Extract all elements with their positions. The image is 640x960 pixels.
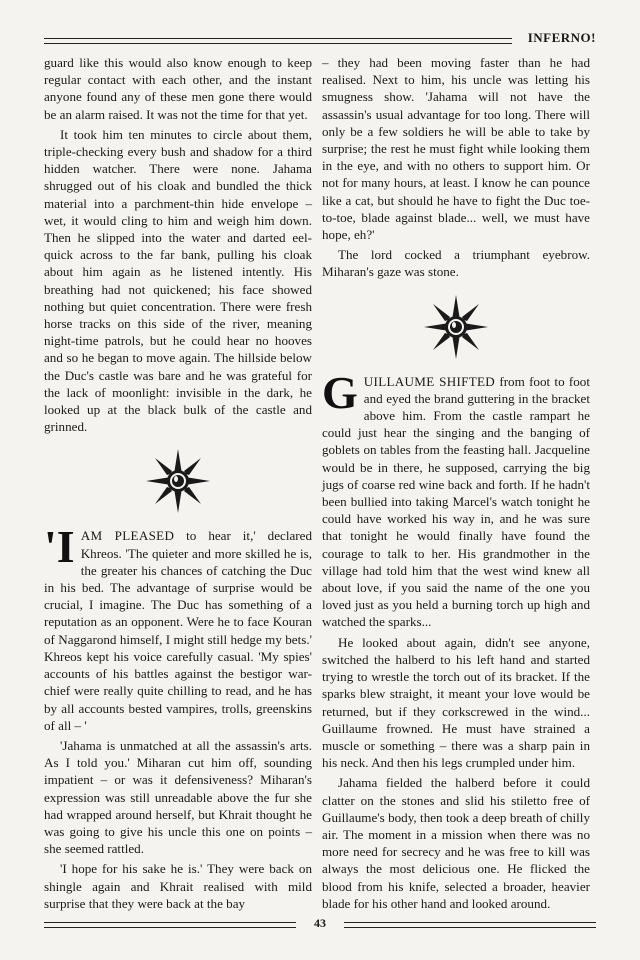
drop-cap: G xyxy=(322,366,358,418)
section-first-paragraph xyxy=(322,366,590,631)
paragraph: – they had been moving faster than he had realised. Next to him, his uncle was letting his smugness show. 'Jahama will not have the assassin's usual advantage for too long. There will only be a few soldiers he will be able to take by surprise; the rest he must fight while looking them in the eye, and with no others to support him. Or not for many hours, at least. I know he can pounce like a cat, but should he have to fight the Duc toe-to-toe, blade against blade... well, we must have hope, eh?' xyxy=(322,55,590,243)
section-opening xyxy=(44,521,312,911)
section-first-paragraph xyxy=(44,521,312,733)
paragraph: It took him ten minutes to circle about them, triple-checking every bush and shadow for a third hidden watcher. There were none. Jahama shrugged out of his cloak and bundled the thick material into a parchment-thin hide envelope – wet, it would cling to him and weigh him down. Then he slipped into the water and darted eel-quick across to the far bank, pulling his cloak about him again as he listened intently. His breathing had not quickened; his face showed nothing but quiet concentration. There were fresh horse tracks on this side of the river, meaning night-time patrols, but he could hear no hooves and so he began to move again. The hillside below the Duc's castle was bare and he was grateful for the lack of moonlight: invisible in the dark, he looked up at the black bulk of the castle and grinned. xyxy=(44,126,312,435)
footer-rule xyxy=(344,922,596,928)
paragraph: 'Jahama is unmatched at all the assassin's arts. As I told you.' Miharan cut him off, sounding impatient – or was it defensiveness? Miharan's expression was still unreadable above the fur she had wrapped around herself, but Khrait thought he was going to give his uncle this one on points – she seemed rattled. xyxy=(44,737,312,857)
page-footer xyxy=(44,918,596,934)
paragraph-text: to hear it,' declared Khreos. 'The quieter and more skilled he is, the greater his chances of catching the Duc in his bed. The advantage of surprise would be crucial, I imagine. The Duc has something of a reputation as an opponent. Were he to face Kouran of Naggarond himself, I might still hedge my bets.' Khreos kept his voice carefully casual. 'My spies' accounts of his battles against the bestigor war-chief were really quite chilling to read, and he has by all accounts bested vampires, trolls, greenskins of all – ' xyxy=(44,528,312,733)
header-rule xyxy=(44,38,512,44)
section-opening xyxy=(322,366,590,912)
drop-cap: 'I xyxy=(44,521,75,573)
running-title: INFERNO! xyxy=(527,30,596,45)
paragraph: Jahama fielded the halberd before it could clatter on the stones and slid his stiletto free of Guillaume's body, then took a deep breath of chilly air. The moment in a mission when there was no more need for secrecy and he was free to kill was always the most delicious one. He flicked the blood from his knife, selected a broader, heavier blade for his other hand and looked around. xyxy=(322,775,590,911)
paragraph-text: from foot to foot and eyed the brand guttering in the bracket above him. From the castle rampart he could just hear the singing and the banging of goblets on tables from the feasting hall. Jacqueline would be in there, he supposed, carrying the big jugs of coarse red wine back and forth. If he hadn't been bullied into taking Marcel's watch tonight he could have worked his way in, and he was sure that tonight he would finally have found the courage to talk to her. His grandmother in the village had told him that the west wind knew all about love, if you said the name of the one you loved just as you held a burning torch up high and watched the sparks... xyxy=(322,373,590,630)
page-header xyxy=(44,30,596,52)
left-column xyxy=(44,54,312,912)
paragraph: The lord cocked a triumphant eyebrow. Miharan's gaze was stone. xyxy=(322,247,590,280)
footer-rule xyxy=(44,922,296,928)
right-column xyxy=(322,54,590,912)
lead-in: AM PLEASED xyxy=(80,528,175,544)
paragraph: 'I hope for his sake he is.' They were back on shingle again and Khrait realised with mild surprise that they were back at the bay xyxy=(44,861,312,911)
lead-in: UILLAUME SHIFTED xyxy=(363,373,496,389)
paragraph: He looked about again, didn't see anyone, switched the halberd to his left hand and started trying to wrestle the torch out of its bracket. If the sparks blew straight, it meant your love would be returned, but if they corkscrewed in the wind... Guillaume frowned. He must have strained a muscle or something – there was a sharp pain in his neck. And then his legs crumpled under him. xyxy=(322,634,590,771)
chaos-star-icon xyxy=(424,295,488,359)
page-number: 43 xyxy=(314,916,326,930)
chaos-star-icon xyxy=(146,449,210,513)
paragraph: guard like this would also know enough to keep regular contact with each other, and the instant anyone found any of these men gone there would be an alarm raised. It was not the time for that yet. xyxy=(44,55,312,122)
